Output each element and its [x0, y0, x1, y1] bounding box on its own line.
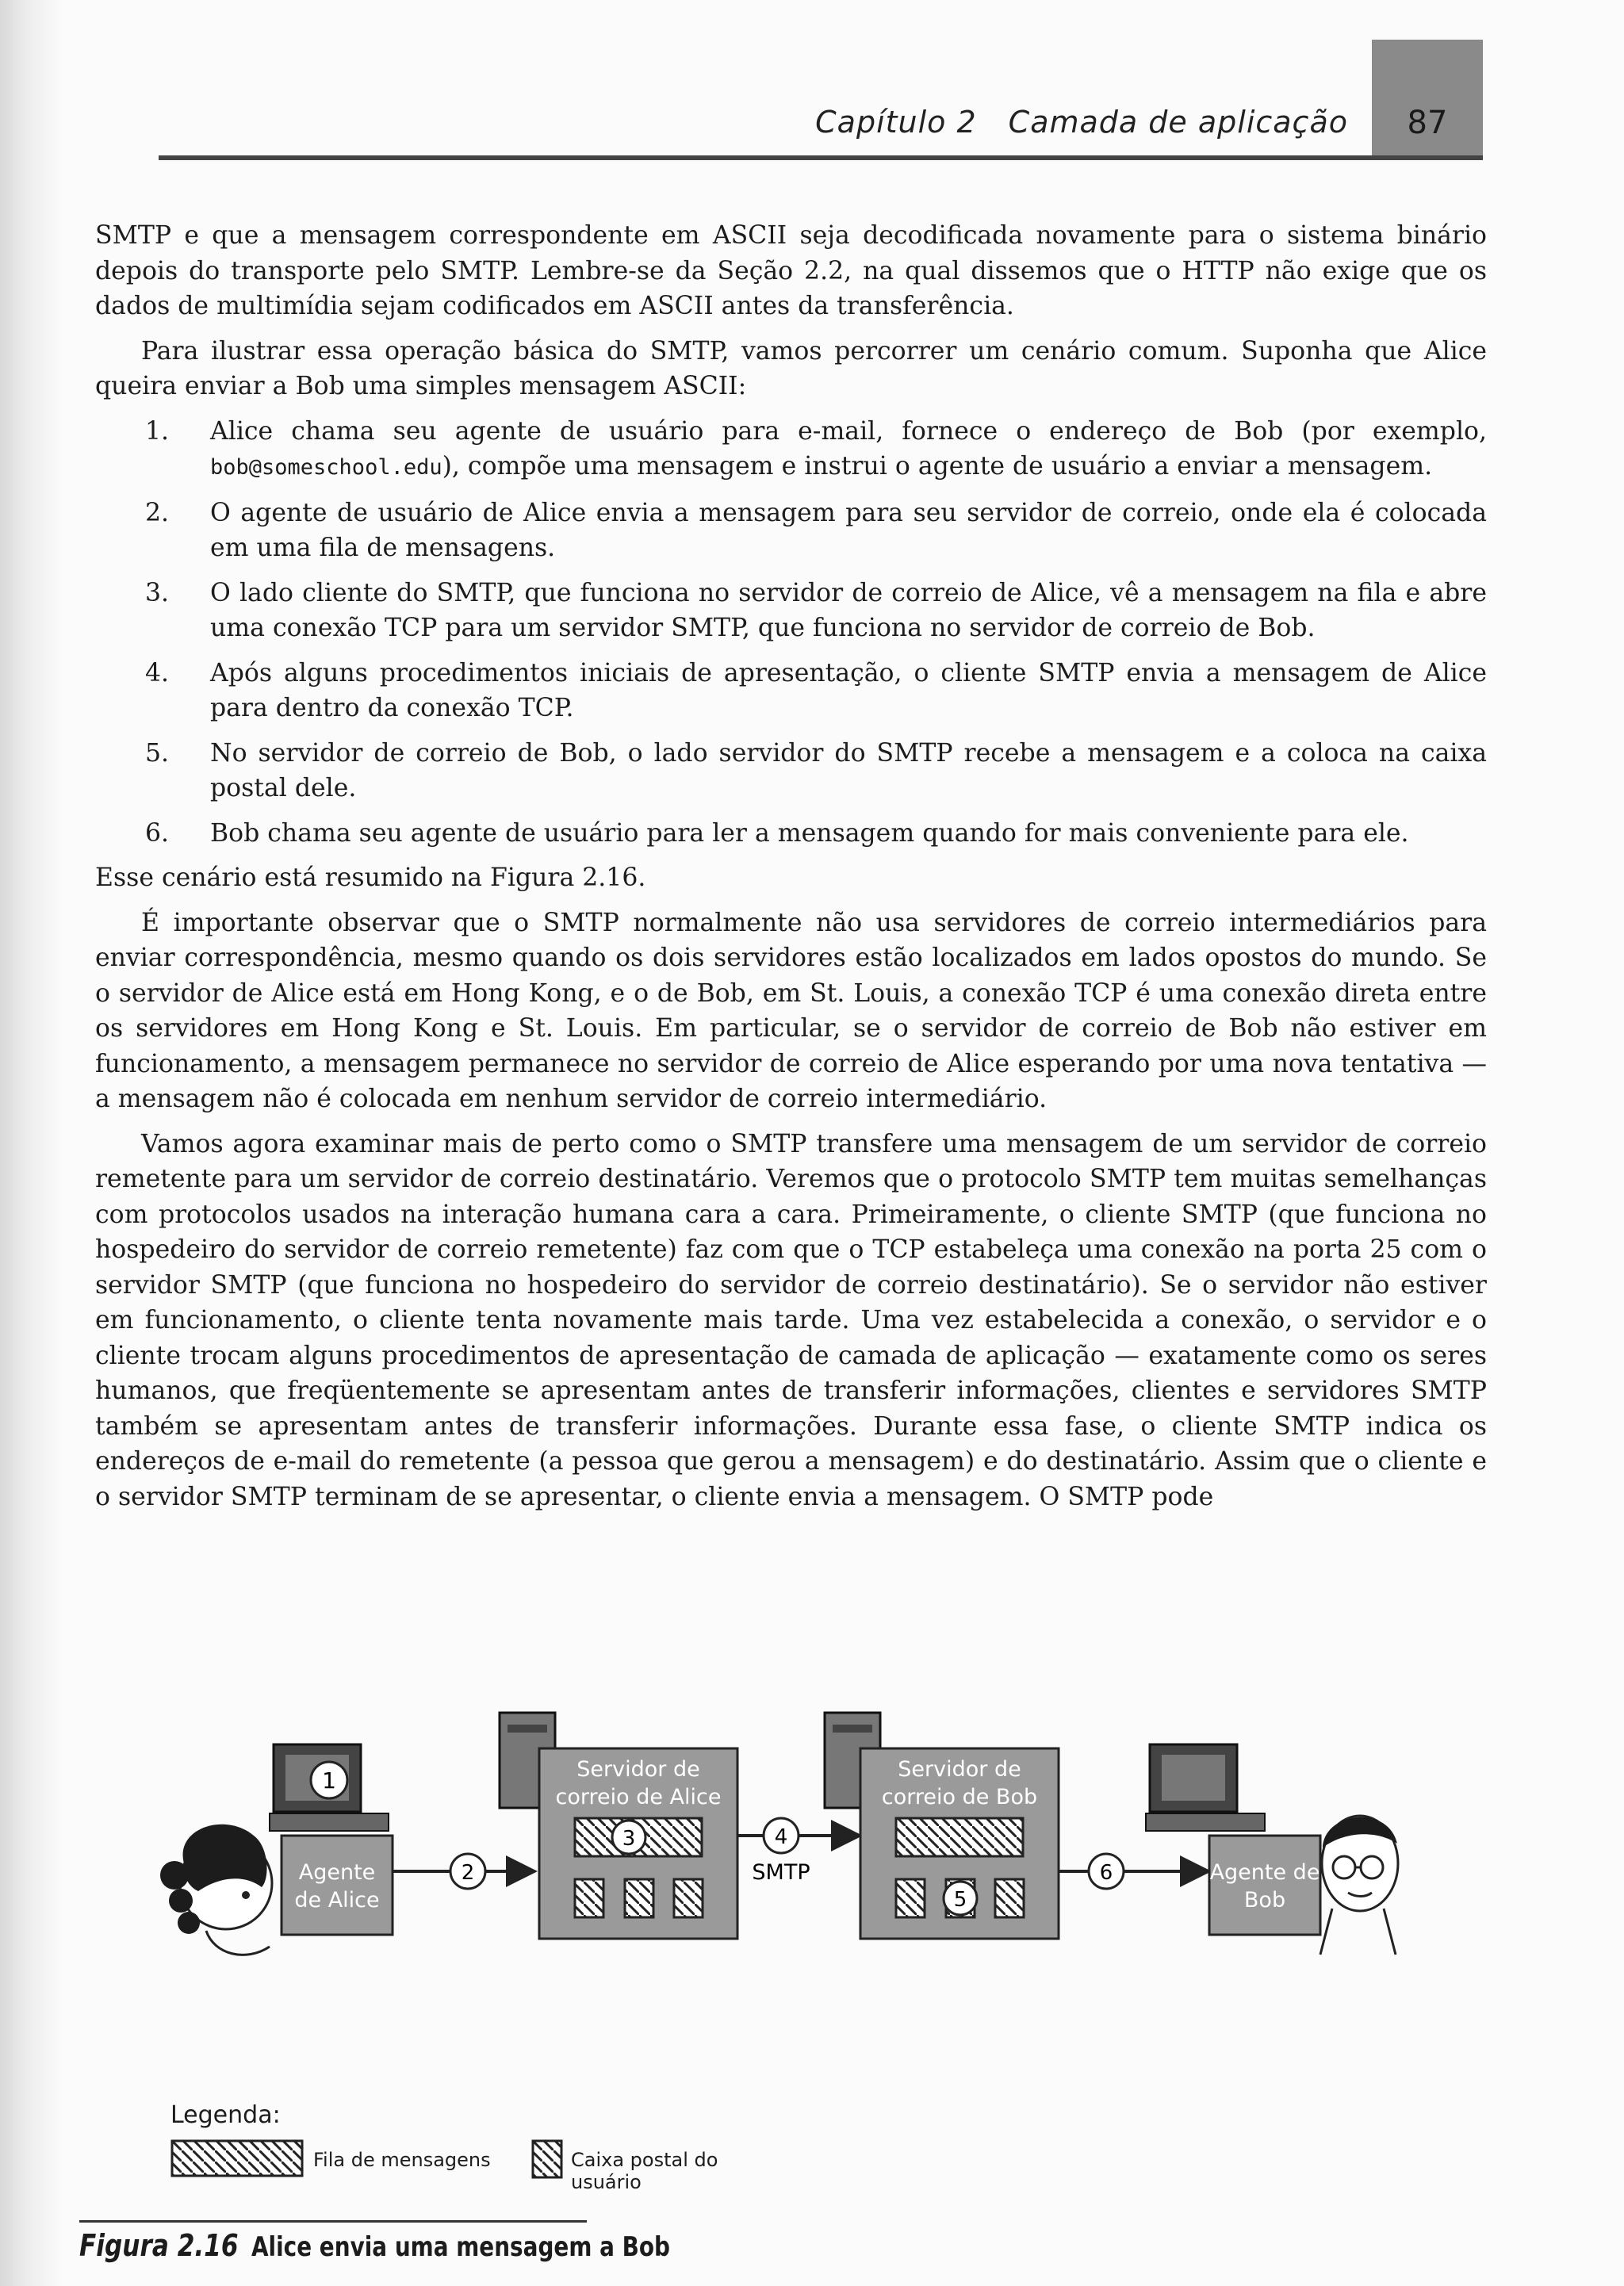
- bob-computer-icon: [1146, 1744, 1265, 1831]
- list-item: [95, 496, 1487, 566]
- page-number-tab: [1372, 40, 1483, 159]
- step-number: 6.: [145, 818, 170, 848]
- header-rule: [159, 155, 1483, 160]
- legend-title: Legenda:: [170, 2101, 281, 2129]
- paragraph: Para ilustrar essa operação básica do SMTP, vamos percorrer um cenário comum. Suponha que Alice queira enviar a Bob uma simples mensagem ASCII:: [95, 336, 1487, 400]
- step-4-label: 4: [774, 1825, 788, 1849]
- scan-edge: [0, 0, 63, 2286]
- alice-mailbox: [575, 1879, 603, 1917]
- page-number: 87: [1407, 105, 1448, 141]
- list-item: [95, 576, 1487, 646]
- section-label: Camada de aplicação: [1008, 105, 1348, 140]
- bob-person-icon: [1320, 1816, 1398, 1955]
- paragraph: Vamos agora examinar mais de perto como o SMTP transfere uma mensagem de um servidor de correio remetente para um servidor de correio destinatário. Veremos que o protocolo SMTP tem muitas semelhanças com protocolos usados na interação humana cara a cara. Primeiramente, o cliente SMTP (que funciona no hospedeiro do servidor de correio remetente) faz com que o TCP estabeleça uma conexão na porta 25 com o servidor SMTP (que funciona no hospedeiro do servidor de correio destinatário). Se o servidor não estiver em funcionamento, o cliente tenta novamente mais tarde. Uma vez estabelecida a conexão, o servidor e o cliente trocam alguns procedimentos de apresentação de camada de aplicação — exatamente como os seres humanos, que freqüentemente se apresentam antes de transferir informações, clientes e servidores SMTP também se apresentam antes de transferir informações. Durante essa fase, o cliente SMTP indica os endereços de e-mail do remetente (a pessoa que gerou a mensagem) e do destinatário. Assim que o cliente e o servidor SMTP terminam de se apresentar, o cliente envia a mensagem. O SMTP pode: [95, 1129, 1487, 1511]
- paragraph: Esse cenário está resumido na Figura 2.16.: [95, 863, 646, 892]
- step-number: 5.: [145, 738, 170, 768]
- step-text: O agente de usuário de Alice envia a mensagem para seu servidor de correio, onde ela é colocada em uma fila de mensagens.: [210, 498, 1487, 562]
- alice-server-label-line1: Servidor de: [576, 1757, 700, 1782]
- alice-mailbox: [674, 1879, 703, 1917]
- paragraph: SMTP e que a mensagem correspondente em ASCII seja decodificada novamente para o sistema binário depois do transporte pelo SMTP. Lembre-se da Seção 2.2, na qual dissemos que o HTTP não exige que os dados de multimídia sejam codificados em ASCII antes da transferência.: [95, 221, 1487, 320]
- page-header: [159, 87, 1483, 159]
- step-text: O lado cliente do SMTP, que funciona no servidor de correio de Alice, vê a mensagem na fila e abre uma conexão TCP para um servidor SMTP, que funciona no servidor de correio de Bob.: [210, 578, 1487, 642]
- alice-agent-label-line1: Agente: [298, 1860, 376, 1885]
- alice-agent-label-line2: de Alice: [294, 1888, 380, 1913]
- step-number: 3.: [145, 578, 170, 607]
- step-1-label: 1: [322, 1767, 336, 1794]
- legend-mailbox-swatch: [531, 2139, 565, 2181]
- step-text: ), compõe uma mensagem e instrui o agente de usuário a enviar a mensagem.: [442, 452, 1433, 481]
- alice-agent-box: [282, 1836, 393, 1935]
- smtp-label: SMTP: [752, 1860, 810, 1885]
- alice-server-label-line2: correio de Alice: [555, 1785, 722, 1809]
- figure-caption: [79, 2228, 670, 2263]
- bob-agent-box: [1209, 1836, 1320, 1935]
- bob-agent-label-line2: Bob: [1243, 1888, 1286, 1913]
- bob-mailbox: [896, 1879, 925, 1917]
- step-text: No servidor de correio de Bob, o lado servidor do SMTP recebe a mensagem e a coloca na caixa postal dele.: [210, 738, 1487, 802]
- step-text: Alice chama seu agente de usuário para e-mail, fornece o endereço de Bob (por exemplo,: [210, 416, 1487, 446]
- bob-server-label-line1: Servidor de: [898, 1757, 1021, 1782]
- bob-agent-label-line1: Agente de: [1209, 1860, 1320, 1885]
- step-list: [95, 414, 1487, 852]
- alice-mailbox: [625, 1879, 653, 1917]
- step-3-label: 3: [622, 1827, 636, 1851]
- paragraph: É importante observar que o SMTP normalmente não usa servidores de correio intermediários para enviar correspondência, mesmo quando os dois servidores estão localizados em lados opostos do mundo. Se o servidor de Alice está em Hong Kong, e o de Bob, em St. Louis, a conexão TCP é uma conexão direta entre os servidores em Hong Kong e St. Louis. Em particular, se o servidor de correio de Bob não estiver em funcionamento, a mensagem permanece no servidor de correio de Alice esperando por uma nova tentativa — a mensagem não é colocada em nenhum servidor de correio intermediário.: [95, 908, 1487, 1113]
- list-item: [95, 816, 1487, 852]
- step-number: 4.: [145, 658, 170, 687]
- smtp-diagram: [151, 1693, 1404, 2066]
- caption-text: Alice envia uma mensagem a Bob: [251, 2231, 670, 2263]
- chapter-label: Capítulo 2: [815, 105, 977, 140]
- bob-message-queue: [896, 1818, 1023, 1856]
- list-item: [95, 736, 1487, 806]
- step-number: 2.: [145, 498, 170, 527]
- step-5-label: 5: [953, 1888, 967, 1912]
- step-2-label: 2: [461, 1861, 475, 1885]
- bob-mailbox: [995, 1879, 1024, 1917]
- list-item: [95, 414, 1487, 486]
- legend-mailbox-label: Caixa postal do usuário: [571, 2149, 718, 2193]
- alice-person-icon: [160, 1825, 272, 1955]
- legend-queue-swatch: [170, 2139, 305, 2179]
- body-text: [95, 218, 1487, 1524]
- caption-rule: [79, 2220, 587, 2223]
- step-6-label: 6: [1099, 1861, 1113, 1885]
- figure-legend: [16, 2101, 730, 2196]
- step-number: 1.: [145, 416, 170, 446]
- figure-2-16: [151, 1693, 1404, 2066]
- legend-queue-label: Fila de mensagens: [313, 2149, 491, 2171]
- list-item: [95, 656, 1487, 726]
- caption-label: Figura 2.16: [79, 2228, 239, 2263]
- running-head: [815, 105, 1348, 140]
- step-text: Após alguns procedimentos iniciais de apresentação, o cliente SMTP envia a mensagem de Alice para dentro da conexão TCP.: [210, 658, 1487, 722]
- step-text: Bob chama seu agente de usuário para ler a mensagem quando for mais conveniente para ele.: [210, 818, 1409, 848]
- email-address: bob@someschool.edu: [210, 455, 442, 480]
- bob-server-label-line2: correio de Bob: [881, 1785, 1038, 1809]
